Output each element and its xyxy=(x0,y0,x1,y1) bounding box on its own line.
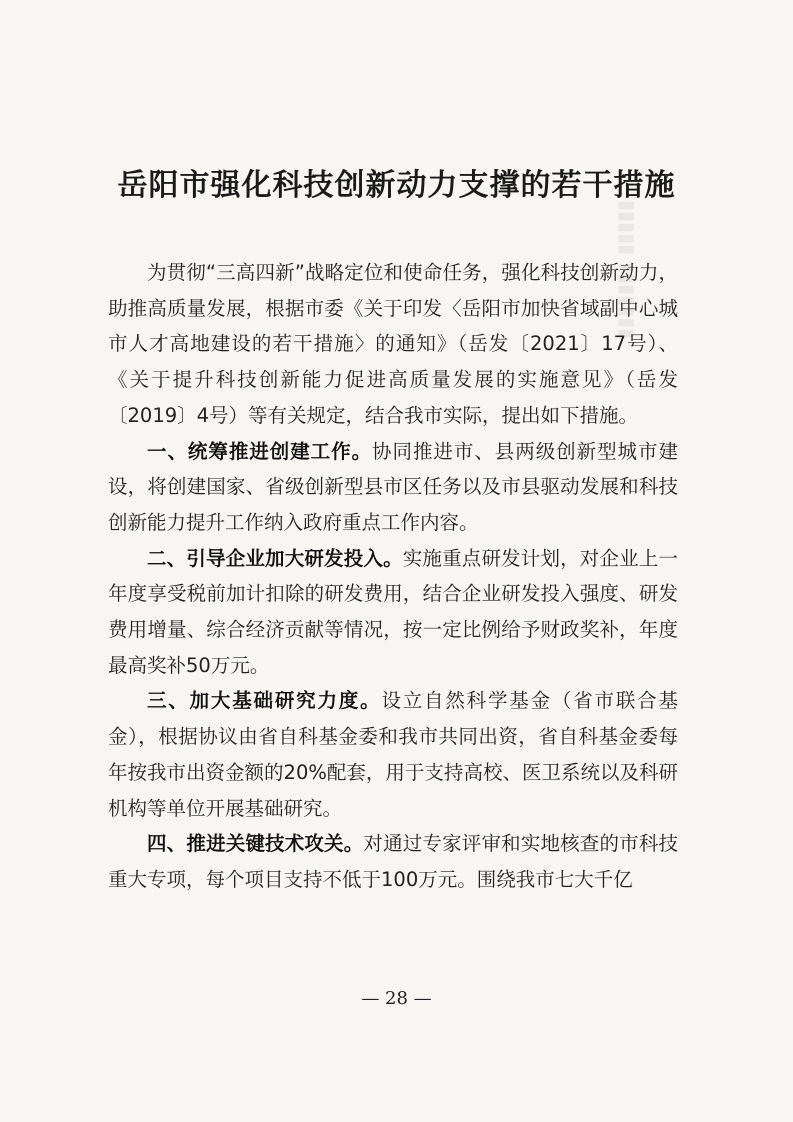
bleed-through-text: ▮▮▮▮▮ ▮▮▮▮▮▮▮ xyxy=(616,200,640,340)
section-paragraph-2 xyxy=(108,541,678,684)
document-title: 岳阳市强化科技创新动力支撑的若干措施 xyxy=(117,168,676,203)
section-paragraph-3 xyxy=(108,683,678,826)
intro-paragraph: 为贯彻“三高四新”战略定位和使命任务，强化科技创新动力，助推高质量发展，根据市委《关于印发〈岳阳市加快省域副中心城市人才高地建设的若干措施〉的通知》（岳发〔2021〕17号）、《关于提升科技创新能力促进高质量发展的实施意见》（岳发〔2019〕4号）等有关规定，结合我市实际，提出如下措施。 xyxy=(108,261,678,427)
section-paragraph-1 xyxy=(108,434,678,541)
section-paragraph-4 xyxy=(108,826,678,897)
document-body xyxy=(108,255,678,898)
section-text-2: 实施重点研发计划，对企业上一年度享受税前加计扣除的研发费用，结合企业研发投入强度、研发费用增量、综合经济贡献等情况，按一定比例给予财政奖补，年度最高奖补50万元。 xyxy=(108,546,678,677)
page-number: — 28 — xyxy=(361,988,432,1009)
section-text-1: 协同推进市、县两级创新型城市建设，将创建国家、省级创新型县市区任务以及市县驱动发展和科技创新能力提升工作纳入政府重点工作内容。 xyxy=(108,439,678,534)
section-heading-2: 二、引导企业加大研发投入。 xyxy=(147,546,403,570)
section-text-3: 设立自然科学基金（省市联合基金），根据协议由省自科基金委和我市共同出资，省自科基金委每年按我市出资金额的20%配套，用于支持高校、医卫系统以及科研机构等单位开展基础研究。 xyxy=(108,689,678,820)
section-heading-4: 四、推进关键技术攻关。 xyxy=(147,832,364,856)
section-heading-3: 三、加大基础研究力度。 xyxy=(147,689,382,713)
section-heading-1: 一、统筹推进创建工作。 xyxy=(147,439,373,463)
section-text-4: 对通过专家评审和实地核查的市科技重大专项，每个项目支持不低于100万元。围绕我市七大千亿 xyxy=(108,832,678,891)
